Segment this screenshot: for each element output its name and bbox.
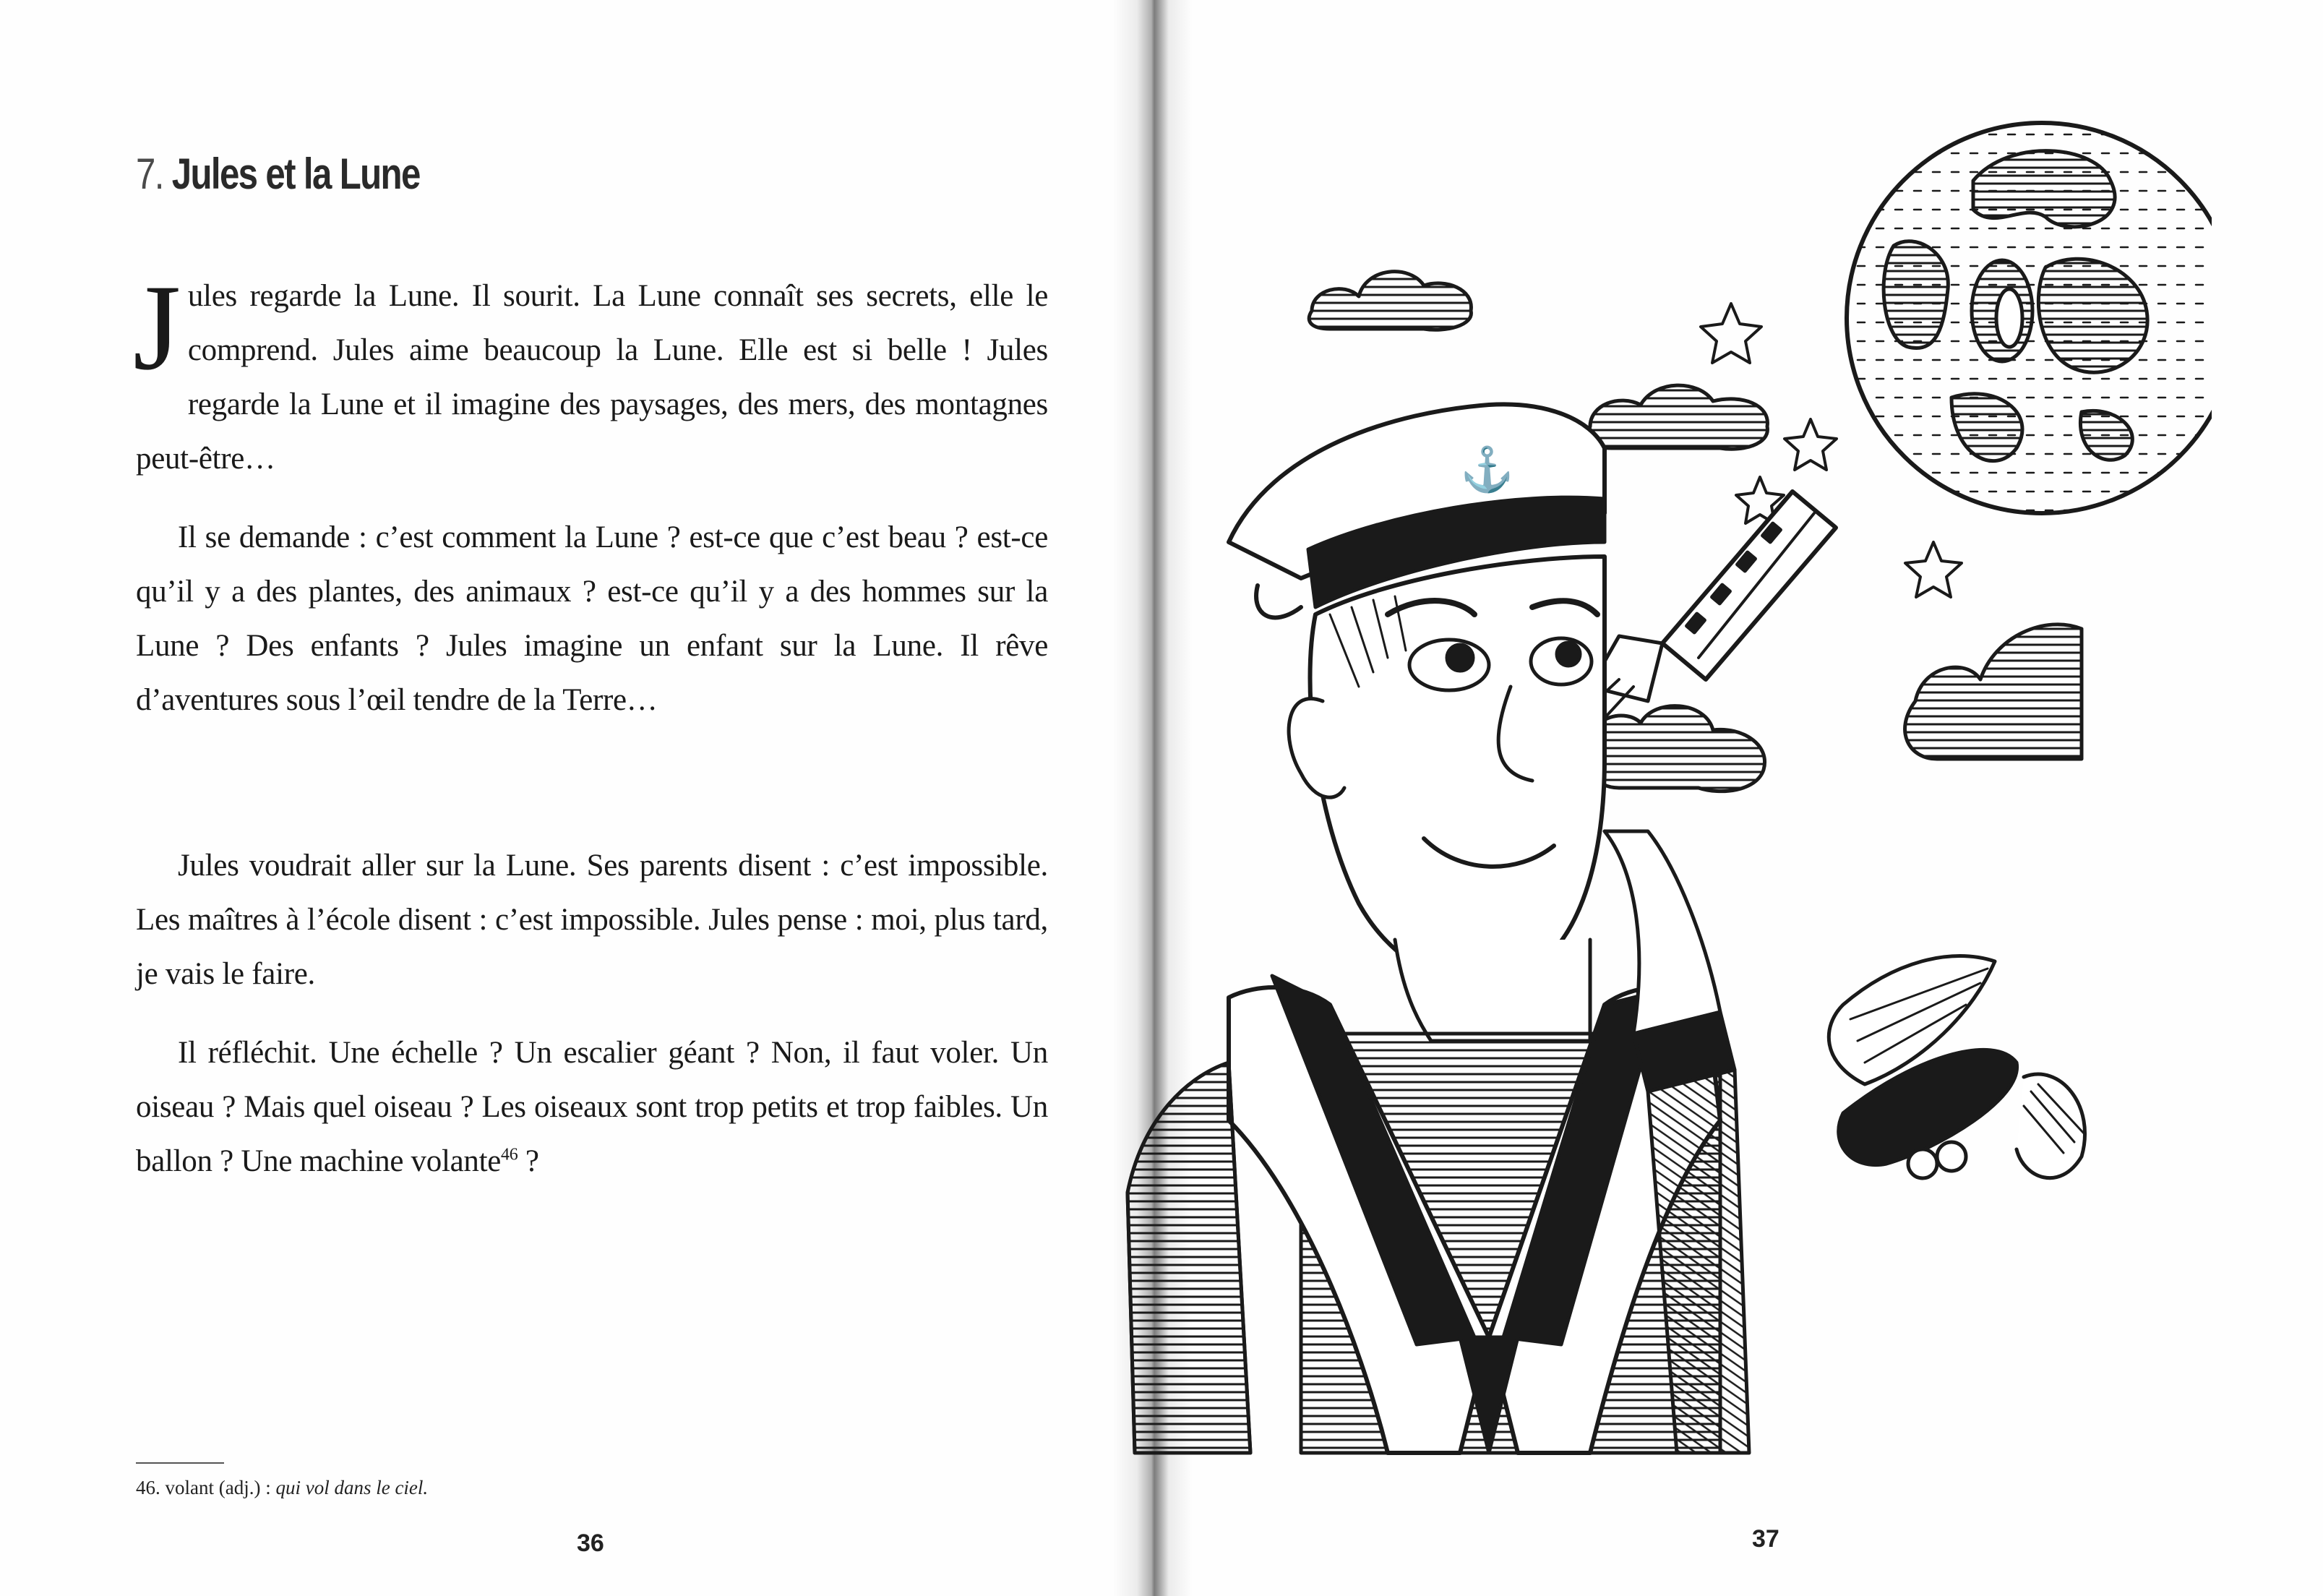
footnote-definition: qui vol dans le ciel.	[275, 1477, 429, 1498]
drop-cap: J	[133, 259, 181, 395]
paragraph-2: Il se demande : c’est comment la Lune ? est-ce que c’est beau ? est-ce qu’il y a des plantes, des animaux ? est-ce qu’il y a des hommes sur la Lune ? Des enfants ? Jules imagine un enfant sur la Lune. Il rêve d’aventures sous l’œil tendre de la Terre…	[136, 520, 1048, 717]
text-block-bottom	[136, 838, 1048, 1213]
paragraph-4-end: ?	[518, 1144, 539, 1178]
left-page	[0, 0, 1156, 1596]
flying-machine	[1829, 956, 2085, 1179]
paragraph-1	[133, 259, 1048, 486]
cloud-3	[1905, 625, 2082, 759]
text-block-top	[133, 259, 1048, 752]
chapter-number: 7.	[136, 150, 163, 198]
footnote-rule	[136, 1462, 224, 1464]
cloud-2	[1587, 385, 1767, 449]
chapter-title	[136, 149, 420, 199]
page-number-right: 37	[1752, 1525, 1779, 1553]
paragraph-1-text: ules regarde la Lune. Il sourit. La Lune connaît ses secrets, elle le comprend. Jules aime beaucoup la Lune. Elle est si belle ! Jules regarde la Lune et il imagine des paysages, des mers, des montagnes peut-être…	[136, 279, 1048, 476]
moon	[1847, 123, 2212, 513]
cloud-1	[1309, 272, 1471, 330]
chapter-title-text: Jules et la Lune	[171, 150, 420, 198]
paragraph-4	[136, 1026, 1048, 1188]
footnote-text: 46. volant (adj.) :	[136, 1477, 276, 1498]
paragraph-3: Jules voudrait aller sur la Lune. Ses parents disent : c’est impossible. Les maîtres à l’école disent : c’est impossible. Jules pense : moi, plus tard, je vais le faire.	[136, 849, 1048, 991]
sailor-moon-illustration	[1084, 108, 2212, 1482]
cap-anchor-icon: ⚓	[1460, 446, 1514, 494]
footnote-ref: 46	[501, 1145, 518, 1164]
cloud-4	[1588, 706, 1765, 791]
footnote	[136, 1477, 428, 1499]
sailor-boy	[1128, 404, 1749, 1453]
paragraph-4-text: Il réfléchit. Une échelle ? Un escalier géant ? Non, il faut voler. Un oiseau ? Mais quel oiseau ? Les oiseaux sont trop petits et trop faibles. Un ballon ? Une machine volante	[136, 1036, 1048, 1178]
page-number-left: 36	[577, 1530, 604, 1557]
